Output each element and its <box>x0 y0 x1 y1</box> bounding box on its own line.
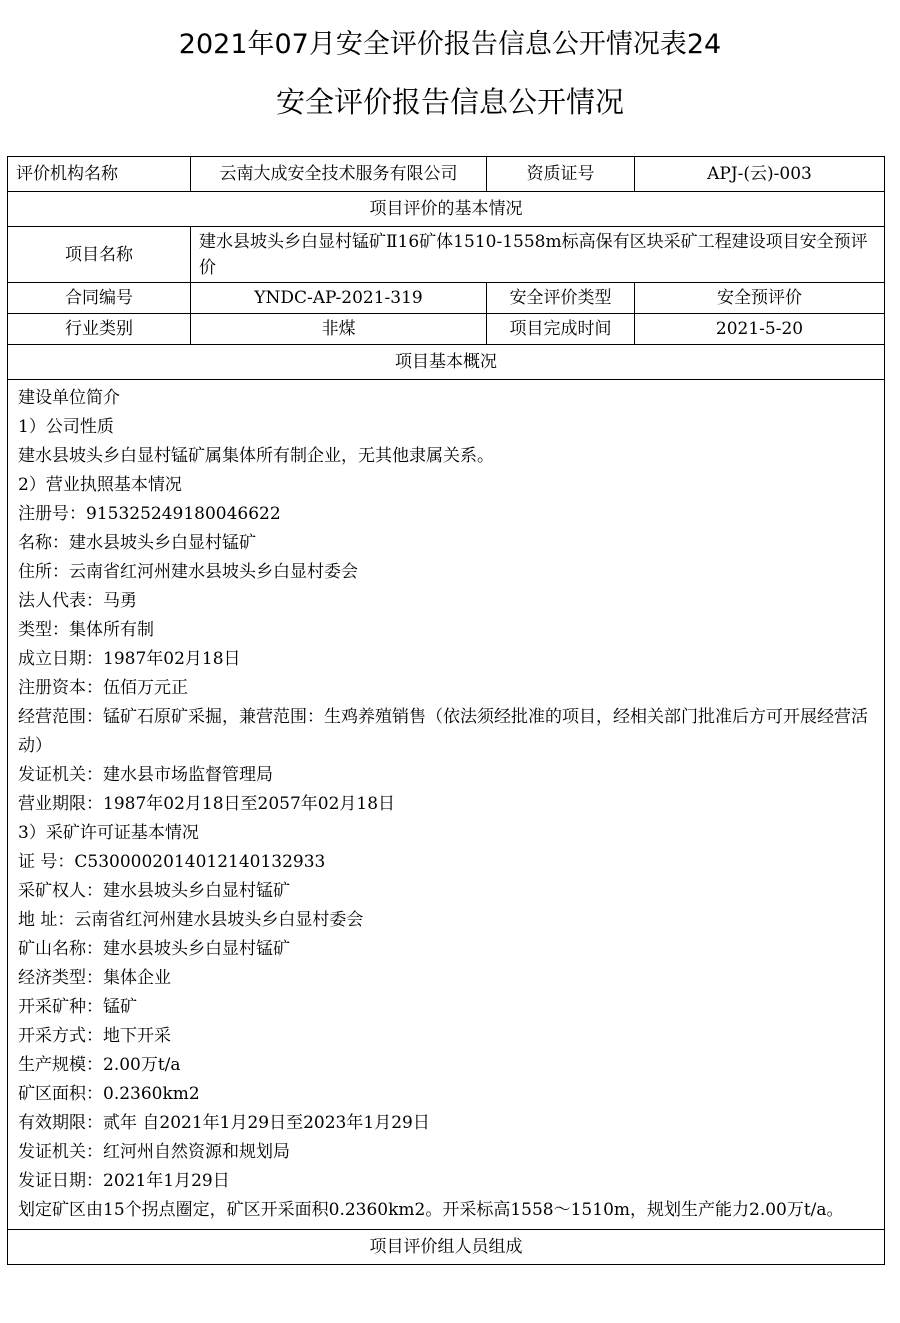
overview-line: 地 址：云南省红河州建水县坡头乡白显村委会 <box>18 910 364 930</box>
overview-line: 法人代表：马勇 <box>18 591 137 611</box>
overview-line: 注册号：915325249180046622 <box>18 504 281 524</box>
overview-line: 1）公司性质 <box>18 417 114 437</box>
overview-line: 生产规模：2.00万t/a <box>18 1055 181 1075</box>
row-project-name <box>8 227 885 283</box>
industry-value: 非煤 <box>191 314 487 345</box>
overview-line: 名称：建水县坡头乡白显村锰矿 <box>18 533 256 553</box>
overview-line: 划定矿区由15个拐点圈定，矿区开采面积0.2360km2。开采标高1558～1510m，规划生产能力2.00万t/a。 <box>18 1200 844 1220</box>
overview-line: 经济类型：集体企业 <box>18 968 171 988</box>
row-industry <box>8 314 885 345</box>
finish-date-label: 项目完成时间 <box>487 314 635 345</box>
overview-line: 采矿权人：建水县坡头乡白显村锰矿 <box>18 881 290 901</box>
industry-label: 行业类别 <box>8 314 191 345</box>
overview-line: 成立日期：1987年02月18日 <box>18 649 241 669</box>
overview-body <box>8 380 885 1230</box>
document-title: 2021年07月安全评价报告信息公开情况表24 <box>178 29 722 60</box>
evaluation-type-value: 安全预评价 <box>635 283 885 314</box>
cert-label: 资质证号 <box>487 157 635 192</box>
disclosure-table <box>7 156 885 1265</box>
overview-line: 注册资本：伍佰万元正 <box>18 678 188 698</box>
overview-line: 发证日期：2021年1月29日 <box>18 1171 230 1191</box>
overview-line: 经营范围：锰矿石原矿采掘，兼营范围：生鸡养殖销售（依法须经批准的项目，经相关部门批准后方可开展经营活动） <box>18 707 868 756</box>
finish-date-value: 2021-5-20 <box>635 314 885 345</box>
overview-line: 3）采矿许可证基本情况 <box>18 823 199 843</box>
overview-line: 矿山名称：建水县坡头乡白显村锰矿 <box>18 939 290 959</box>
overview-line: 开采方式：地下开采 <box>18 1026 171 1046</box>
overview-line: 2）营业执照基本情况 <box>18 475 182 495</box>
team-section-header: 项目评价组人员组成 <box>8 1230 885 1265</box>
row-basic-header <box>8 192 885 227</box>
overview-line: 矿区面积：0.2360km2 <box>18 1084 200 1104</box>
overview-line: 营业期限：1987年02月18日至2057年02月18日 <box>18 794 396 814</box>
row-overview-header <box>8 345 885 380</box>
overview-line: 类型：集体所有制 <box>18 620 154 640</box>
contract-label: 合同编号 <box>8 283 191 314</box>
overview-section-header: 项目基本概况 <box>8 345 885 380</box>
row-team-header <box>8 1230 885 1265</box>
overview-line: 建水县坡头乡白显村锰矿属集体所有制企业，无其他隶属关系。 <box>18 446 494 466</box>
basic-section-header: 项目评价的基本情况 <box>8 192 885 227</box>
row-organization <box>8 157 885 192</box>
contract-value: YNDC-AP-2021-319 <box>191 283 487 314</box>
row-contract <box>8 283 885 314</box>
cert-value: APJ-(云)-003 <box>635 157 885 192</box>
evaluation-type-label: 安全评价类型 <box>487 283 635 314</box>
overview-line: 证 号：C5300002014012140132933 <box>18 852 326 872</box>
project-label: 项目名称 <box>8 227 191 283</box>
org-label: 评价机构名称 <box>8 157 191 192</box>
row-overview-body <box>8 380 885 1230</box>
overview-line: 发证机关：建水县市场监督管理局 <box>18 765 273 785</box>
overview-line: 发证机关：红河州自然资源和规划局 <box>18 1142 290 1162</box>
document-subtitle: 安全评价报告信息公开情况 <box>275 85 624 119</box>
overview-line: 开采矿种：锰矿 <box>18 997 137 1017</box>
org-value: 云南大成安全技术服务有限公司 <box>191 157 487 192</box>
project-value: 建水县坡头乡白显村锰矿Ⅱ16矿体1510-1558m标高保有区块采矿工程建设项目安全预评价 <box>191 227 885 283</box>
overview-line: 住所：云南省红河州建水县坡头乡白显村委会 <box>18 562 358 582</box>
overview-line: 有效期限：贰年 自2021年1月29日至2023年1月29日 <box>18 1113 430 1133</box>
overview-line: 建设单位简介 <box>18 388 120 408</box>
